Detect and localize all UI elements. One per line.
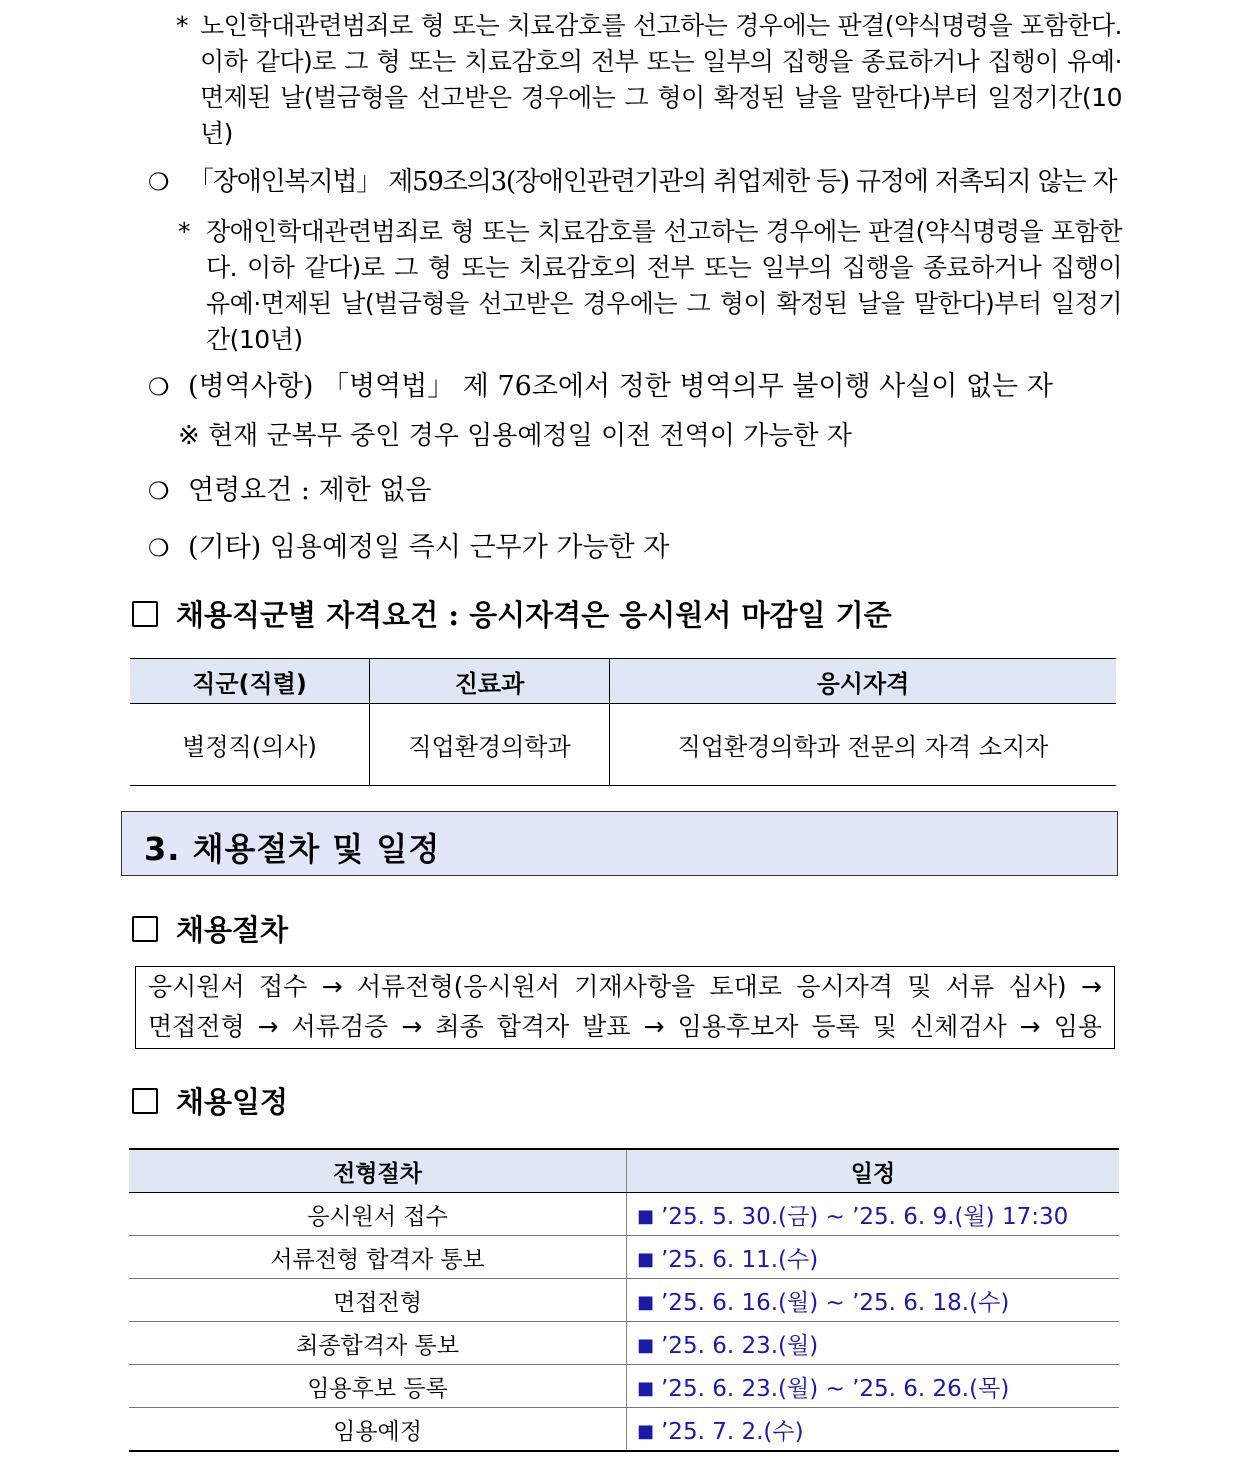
date-text: ’25. 6. 16.(월) ~ ’25. 6. 18.(수) [661,1289,1010,1316]
date-cell [627,1236,1120,1279]
date-cell [627,1193,1120,1236]
table-header-row [129,1149,1119,1193]
step-cell: 응시원서 접수 [129,1193,627,1236]
procedure-heading [132,910,288,950]
schedule-heading-text: 채용일정 [176,1085,289,1119]
age-text: 연령요건 : 제한 없음 [188,475,432,506]
bullet-marker: ❍ [148,477,170,505]
date-cell [627,1408,1120,1452]
step-cell: 서류전형 합격자 통보 [129,1236,627,1279]
date-cell [627,1365,1120,1408]
qualification-cell: 직업환경의학과 전문의 자격 소지자 [610,704,1117,786]
table-row [129,1236,1119,1279]
note-marker: * [176,11,188,40]
date-text: ’25. 6. 23.(월) ~ ’25. 6. 26.(목) [661,1375,1010,1402]
procedure-heading-text: 채용절차 [176,913,289,947]
military-note: ※ 현재 군복무 중인 경우 임용예정일 이전 전역이 가능한 자 [178,421,852,451]
age-bullet [148,471,432,511]
table-row [129,1279,1119,1322]
square-bullet-icon: ■ [637,1334,655,1356]
table-header-row [130,659,1116,704]
checkbox-square-icon [132,916,158,942]
military-bullet [148,367,1053,407]
department-cell: 직업환경의학과 [370,704,610,786]
step-cell: 면접전형 [129,1279,627,1322]
other-bullet [148,528,669,568]
procedure-line-2: 면접전형 → 서류검증 → 최종 합격자 발표 → 임용후보자 등록 및 신체검사 → 임용 [148,1012,1102,1041]
square-bullet-icon: ■ [637,1291,655,1313]
other-text: (기타) 임용예정일 즉시 근무가 가능한 자 [188,532,670,563]
disability-abuse-note [178,214,1122,358]
procedure-box [135,966,1115,1049]
note-marker: * [178,217,190,246]
table-row [129,1322,1119,1365]
table-row [130,704,1116,786]
date-cell [627,1322,1120,1365]
schedule-table [129,1148,1119,1452]
step-cell: 임용예정 [129,1408,627,1452]
job-group-cell: 별정직(의사) [130,704,370,786]
disability-law-bullet [148,162,1116,202]
section-3-header [121,811,1118,876]
date-text: ’25. 6. 11.(수) [661,1246,819,1273]
military-text: (병역사항) 「병역법」 제 76조에서 정한 병역의무 불이행 사실이 없는 자 [188,371,1053,402]
qualification-table [130,658,1116,786]
date-text: ’25. 5. 30.(금) ~ ’25. 6. 9.(월) 17:30 [661,1203,1069,1230]
step-cell: 임용후보 등록 [129,1365,627,1408]
square-bullet-icon: ■ [637,1377,655,1399]
qualification-heading [132,595,892,635]
checkbox-square-icon [132,1088,158,1114]
column-header-job-group: 직군(직렬) [130,659,370,704]
step-cell: 최종합격자 통보 [129,1322,627,1365]
checkbox-square-icon [132,601,158,627]
table-row [129,1408,1119,1452]
column-header-date: 일정 [627,1149,1120,1193]
column-header-qualification: 응시자격 [610,659,1117,704]
bullet-marker: ❍ [148,373,170,401]
square-bullet-icon: ■ [637,1420,655,1442]
date-cell [627,1279,1120,1322]
column-header-step: 전형절차 [129,1149,627,1193]
date-text: ’25. 6. 23.(월) [661,1332,819,1359]
square-bullet-icon: ■ [637,1205,655,1227]
column-header-department: 진료과 [370,659,610,704]
bullet-marker: ❍ [148,534,170,562]
table-row [129,1193,1119,1236]
table-row [129,1365,1119,1408]
disability-abuse-note-text: 장애인학대관련범죄로 형 또는 치료감호를 선고하는 경우에는 판결(약식명령을 포함한다. 이하 같다)로 그 형 또는 치료감호의 전부 또는 일부의 집행을 종료하거나 집행이 유예·면제된 날(벌금형을 선고받은 경우에는 그 형이 확정된 날을 말한다)부터 일정기간(10년) [206,217,1122,354]
disability-law-text: 「장애인복지법」 제59조의3(장애인관련기관의 취업제한 등) 규정에 저촉되지 않는 자 [188,167,1117,197]
qualification-heading-text: 채용직군별 자격요건 : 응시자격은 응시원서 마감일 기준 [176,598,892,632]
schedule-heading [132,1082,288,1122]
bullet-marker: ❍ [148,168,169,196]
square-bullet-icon: ■ [637,1248,655,1270]
procedure-line-1: 응시원서 접수 → 서류전형(응시원서 기재사항을 토대로 응시자격 및 서류 심사) → [148,972,1102,1001]
elder-abuse-note [176,8,1122,152]
section-3-title: 3. 채용절차 및 일정 [144,830,441,868]
elder-abuse-note-text: 노인학대관련범죄로 형 또는 치료감호를 선고하는 경우에는 판결(약식명령을 포함한다. 이하 같다)로 그 형 또는 치료감호의 전부 또는 일부의 집행을 종료하거나 집행이 유예·면제된 날(벌금형을 선고받은 경우에는 그 형이 확정된 날을 말한다)부터 일정기간(10년) [200,11,1122,148]
date-text: ’25. 7. 2.(수) [661,1418,804,1445]
